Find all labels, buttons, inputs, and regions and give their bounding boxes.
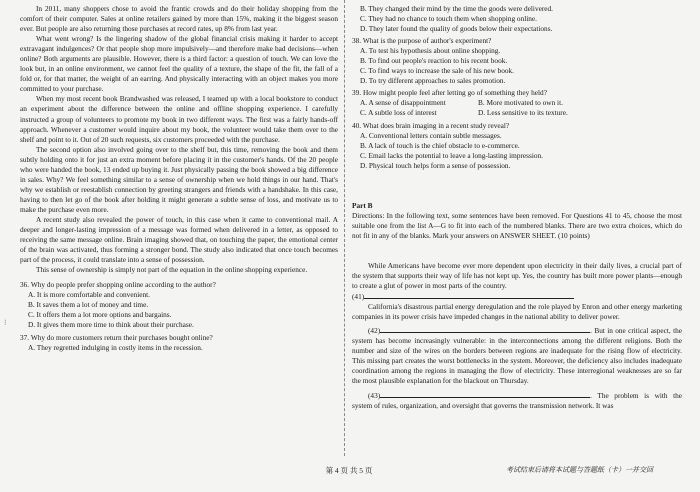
- question-38: 38. What is the purpose of author's experiment?: [352, 36, 492, 46]
- blank-41-label: (41): [352, 292, 365, 302]
- page-number: 第 4 页 共 5 页: [325, 466, 373, 475]
- question-37-option-d: D. They later found the quality of goods below their expectations.: [360, 24, 553, 34]
- question-37: 37. Why do more customers return their purchases bought online?: [20, 332, 213, 342]
- question-39-options-row-1: [352, 98, 682, 108]
- question-36-option-b: B. It saves them a lot of money and time.: [28, 300, 149, 310]
- question-38-option-a: A. To test his hypothesis about online shopping.: [360, 46, 501, 56]
- passage-paragraph-4: The second option also involved going over to the shelf but, this time, removing the book and them subtly holding onto it for just an extra moment before placing it in the customer's hands. Of the 20 people who were handed the book, 13 ended up buying it. Just physically passing the book showed a big difference in sales. Why? We feel something similar to a sense of ownership when we hold things in our hand. That's why we establish or reestablish connection by greeting strangers and friends with a handshake. In this case, having to then let go of the book after holding it might generate a subtle sense of loss, and motivate us to make the purchase even more.: [20, 144, 338, 214]
- question-40-option-a: A. Conventional letters contain subtle messages.: [360, 130, 502, 140]
- question-39: 39. How might people feel after letting go of something they held?: [352, 88, 547, 98]
- text-paragraph-3-body: . But in one critical aspect, the system has become increasingly vulnerable: in the interconnections among the different religions. Both the number and size of the wires on the borders between regions are inadequate for the rising flow of electricity. This missing part creates the worst bottlenecks in the system. Moreover, the deficiency also includes inadequate coordination among the regions in managing the flow of electricity. These interregional weaknesses are so far the most plausible explanation for the blackout on Thursday.: [352, 326, 682, 386]
- question-36-option-c: C. It offers them a lot more options and bargains.: [28, 310, 172, 320]
- blank-43: [380, 390, 590, 398]
- question-36: 36. Why do people prefer shopping online according to the author?: [20, 280, 216, 290]
- footer-note: 考试结束后请将本试题与答题纸（卡）一并交回: [506, 466, 653, 474]
- right-column: [352, 4, 682, 411]
- question-36-option-d: D. It gives them more time to think about their purchase.: [28, 320, 194, 330]
- question-40-option-c: C. Email lacks the potential to leave a long-lasting impression.: [360, 150, 543, 160]
- blank-42: [380, 325, 590, 333]
- passage-paragraph-3: When my most recent book Brandwashed was released, I teamed up with a local bookstore to conduct an experiment about the difference between the online and offline shopping experience. I carefully instructed a group of volunteers to promote my book in two different ways. The first was a fairly hands-off approach. Whenever a customer would inquire about my book, the volunteer would take them over to the shelf and point to it. Out of 20 such requests, six customers proceeded with the purchase.: [20, 94, 338, 144]
- blank-43-label: (43): [368, 390, 381, 400]
- passage-paragraph-2: What went wrong? Is the lingering shadow of the global financial crisis making it harder to accept extravagant indulgences? Or that people shop more impulsively—and therefore make bad decisions—when online? Both arguments are plausible. However, there is a third factor: a question of touch. We can love the look but, in an online environment, we cannot feel the quality of a texture, the shape of the fit, the fall of a fold or, for that matter, the weight of an earring. And physically interacting with an object makes you more committed to your purchase.: [20, 34, 338, 94]
- text-paragraph-1: While Americans have become ever more dependent upon electricity in their daily lives, a crucial part of the system that supports their way of life has not kept up. Yes, the country has built more power plants—enough to create a glut of power in most parts of the country.: [352, 260, 682, 291]
- column-divider: [344, 0, 345, 456]
- question-40-option-b: B. A lack of touch is the chief obstacle to e-commerce.: [360, 140, 520, 150]
- passage-paragraph-5: A recent study also revealed the power of touch, in this case when it came to conventional mail. A deeper and longer-lasting impression of a message was formed when delivered in a letter, as opposed to receiving the same message online. Brain imaging showed that, on touching the paper, the emotional center of the brain was activated, thus forming a stronger bond. The study also indicated that once touch becomes part of the process, it could translate into a sense of possession.: [20, 214, 338, 265]
- question-38-option-c: C. To find ways to increase the sale of his new book.: [360, 66, 514, 76]
- question-39-option-a: A. A sense of disappointment: [360, 98, 446, 108]
- question-39-option-b: B. More motivated to own it.: [478, 98, 563, 108]
- question-40-option-d: D. Physical touch helps form a sense of possession.: [360, 160, 511, 170]
- question-39-options-row-2: [352, 108, 682, 118]
- scan-mark: ⁝: [4, 318, 7, 327]
- part-b-title: Part B: [352, 200, 373, 210]
- question-37-option-b: B. They changed their mind by the time the goods were delivered.: [360, 4, 553, 13]
- blank-41: [364, 291, 574, 299]
- text-paragraph-4-body: . The problem is with the system of rules, organization, and oversight that governs the transmission network. It was: [352, 390, 682, 410]
- question-37-option-a: A. They regretted indulging in costly items in the recession.: [28, 342, 203, 352]
- blank-41-line: [352, 291, 682, 302]
- question-37-option-c: C. They had no chance to touch them when shopping online.: [360, 14, 537, 24]
- blank-42-label: (42): [368, 326, 381, 336]
- passage-paragraph-1: In 2011, many shoppers chose to avoid the frantic crowds and do their holiday shopping from the comfort of their computer. Sales at online retailers gained by more than 15%, making it the biggest season ever. But people are also returning those purchases at record rates, up 8% from last year.: [20, 4, 338, 34]
- question-40: 40. What does brain imaging in a recent study reveal?: [352, 120, 510, 130]
- question-39-option-d: D. Less sensitive to its texture.: [478, 108, 568, 118]
- question-38-option-d: D. To try different approaches to sales promotion.: [360, 76, 506, 86]
- question-39-option-c: C. A subtle loss of interest: [360, 108, 437, 118]
- question-38-option-b: B. To find out people's reaction to his recent book.: [360, 56, 508, 66]
- question-36-option-a: A. It is more comfortable and convenient.: [28, 290, 150, 300]
- part-b-directions: Directions: In the following text, some sentences have been removed. For Questions 41 to 45, choose the most suitable one from the list A—G to fit into each of the numbered blanks. There are two extra choices, which do not fit in any of the blanks. Mark your answers on ANSWER SHEET. (10 points): [352, 210, 682, 240]
- passage-paragraph-6: This sense of ownership is simply not part of the equation in the online shopping experience.: [36, 265, 308, 275]
- text-paragraph-2: California's disastrous partial energy deregulation and the role played by Enron and other energy marketing companies in its power crisis have impeded changes in the national ability to deliver power.: [352, 302, 682, 322]
- left-column: [20, 4, 338, 353]
- text-paragraph-4: [352, 390, 682, 411]
- text-paragraph-3: [352, 325, 682, 386]
